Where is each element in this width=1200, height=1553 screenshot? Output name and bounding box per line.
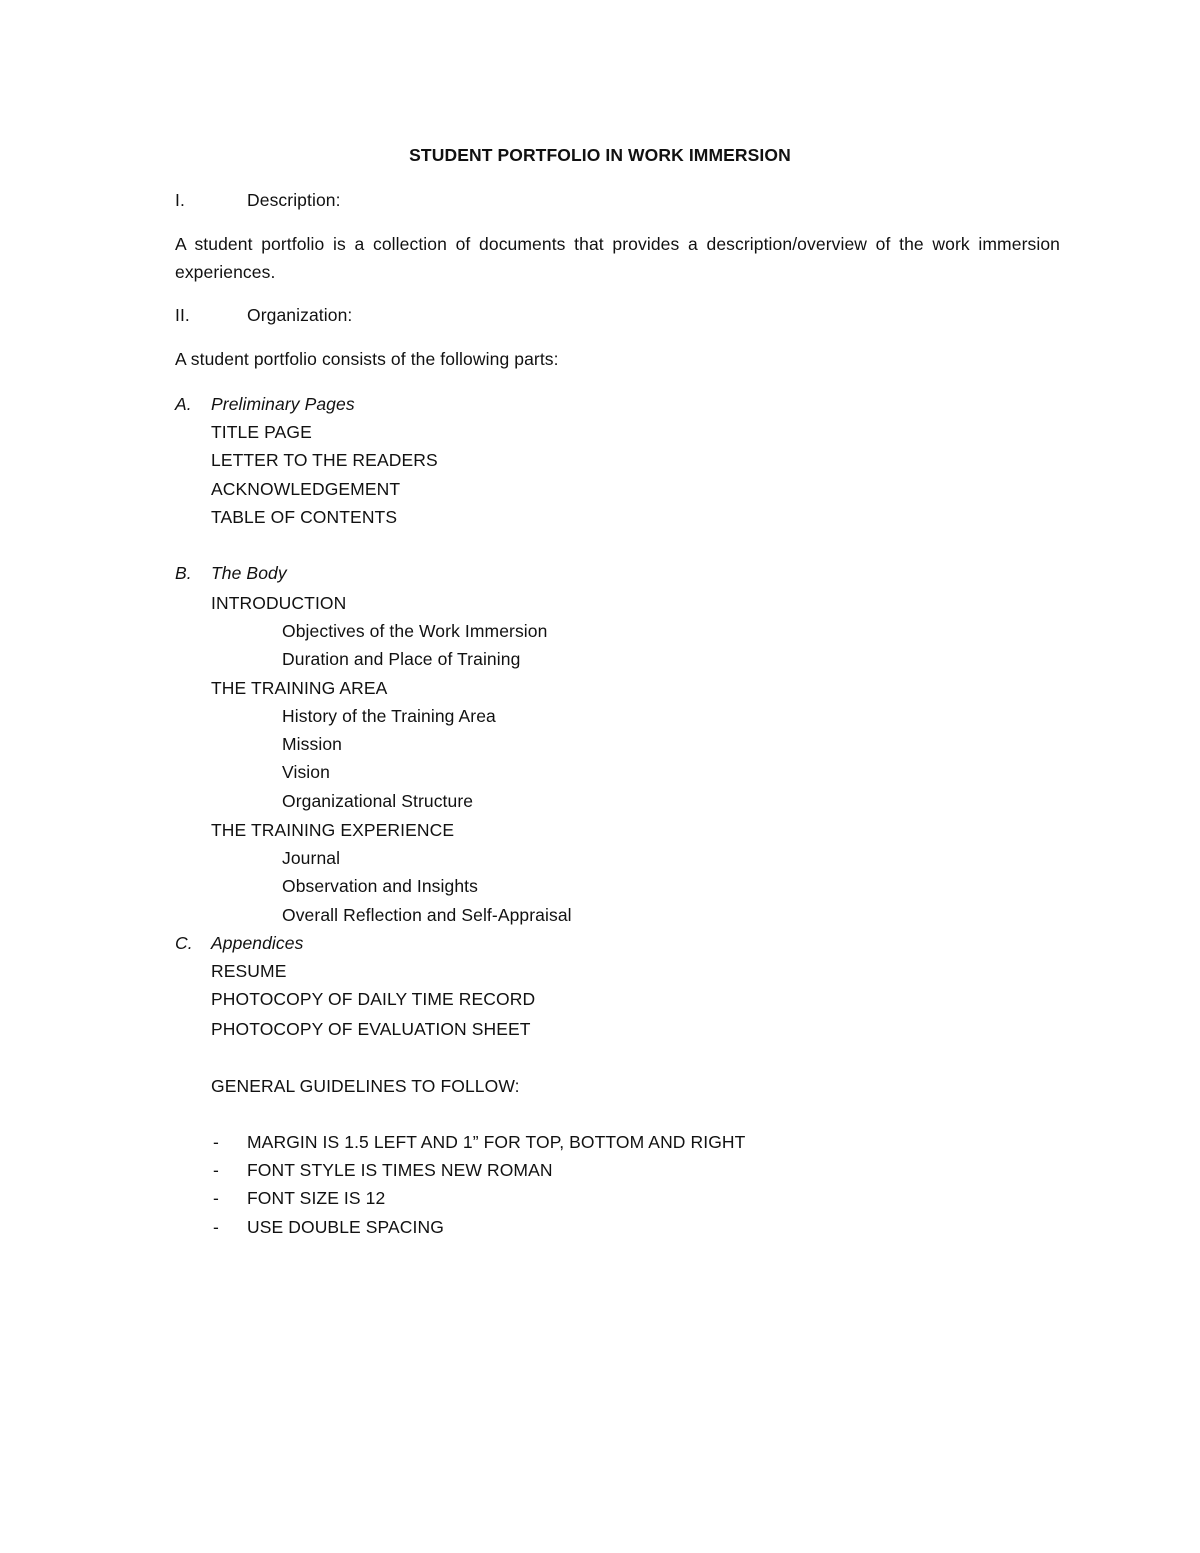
- part-b-letter: B.: [175, 563, 192, 583]
- section-2-heading: Organization:: [247, 305, 353, 325]
- guideline-bullet: -: [213, 1132, 219, 1152]
- part-c-item: PHOTOCOPY OF DAILY TIME RECORD: [211, 989, 536, 1009]
- part-b-subitem: Objectives of the Work Immersion: [282, 621, 548, 641]
- guideline-item: FONT STYLE IS TIMES NEW ROMAN: [247, 1160, 553, 1180]
- part-b-heading: The Body: [211, 563, 287, 583]
- part-b-subitem: Duration and Place of Training: [282, 649, 521, 669]
- section-1-heading: Description:: [247, 190, 341, 210]
- part-b-subitem: Journal: [282, 848, 341, 868]
- section-2-numeral: II.: [175, 305, 190, 325]
- part-c-heading: Appendices: [211, 933, 304, 953]
- part-a-item: LETTER TO THE READERS: [211, 450, 438, 470]
- document-title: STUDENT PORTFOLIO IN WORK IMMERSION: [409, 145, 791, 165]
- guideline-bullet: -: [213, 1160, 219, 1180]
- section-1-body: A student portfolio is a collection of documents that provides a description/overview of the work immersion experiences.: [175, 234, 1060, 282]
- guideline-item: USE DOUBLE SPACING: [247, 1217, 444, 1237]
- part-c-item: RESUME: [211, 961, 287, 981]
- section-2-intro: A student portfolio consists of the following parts:: [175, 349, 559, 369]
- part-a-item: ACKNOWLEDGEMENT: [211, 479, 401, 499]
- guideline-bullet: -: [213, 1217, 219, 1237]
- guideline-item: MARGIN IS 1.5 LEFT AND 1” FOR TOP, BOTTOM AND RIGHT: [247, 1132, 746, 1152]
- part-b-group-label: INTRODUCTION: [211, 593, 347, 613]
- part-c-item: PHOTOCOPY OF EVALUATION SHEET: [211, 1019, 531, 1039]
- part-b-subitem: Organizational Structure: [282, 791, 474, 811]
- part-b-subitem: Mission: [282, 734, 343, 754]
- part-c-letter: C.: [175, 933, 193, 953]
- guideline-item: FONT SIZE IS 12: [247, 1188, 386, 1208]
- part-a-heading: Preliminary Pages: [211, 394, 355, 414]
- section-1-numeral: I.: [175, 190, 185, 210]
- guidelines-heading: GENERAL GUIDELINES TO FOLLOW:: [211, 1076, 520, 1096]
- part-b-group-label: THE TRAINING EXPERIENCE: [211, 820, 455, 840]
- part-b-subitem: Overall Reflection and Self-Appraisal: [282, 905, 572, 925]
- guideline-bullet: -: [213, 1188, 219, 1208]
- part-b-group-label: THE TRAINING AREA: [211, 678, 388, 698]
- part-a-item: TABLE OF CONTENTS: [211, 507, 398, 527]
- part-b-subitem: History of the Training Area: [282, 706, 496, 726]
- part-a-letter: A.: [175, 394, 192, 414]
- part-b-subitem: Observation and Insights: [282, 876, 478, 896]
- part-a-item: TITLE PAGE: [211, 422, 312, 442]
- part-b-subitem: Vision: [282, 762, 330, 782]
